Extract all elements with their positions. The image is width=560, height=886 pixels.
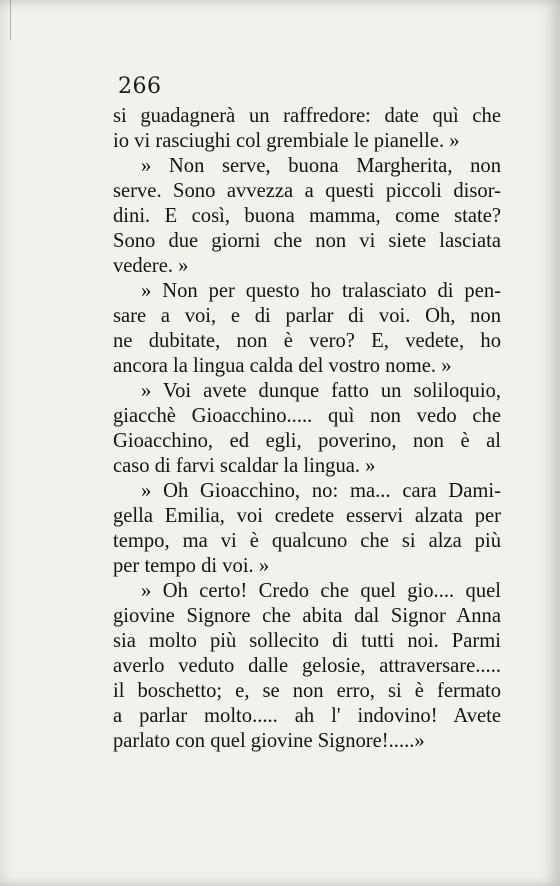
page-number: 266 <box>118 74 162 99</box>
text-line: si guadagnerà un raffredore: date quì che <box>113 105 501 127</box>
text-line: » Non per questo ho tralasciato di pen- <box>141 280 501 302</box>
text-line: il boschetto; e, se non erro, si è fermato <box>113 680 501 702</box>
text-line: io vi rasciughi col grembiale le pianelle. » <box>113 130 460 152</box>
text-line: a parlar molto..... ah l' indovino! Avete <box>113 705 501 727</box>
text-line: Sono due giorni che non vi siete lasciata <box>113 230 501 252</box>
text-line: » Oh Gioacchino, no: ma... cara Dami- <box>141 480 501 502</box>
text-line: ancora la lingua calda del vostro nome. » <box>113 355 452 377</box>
text-line: averlo veduto dalle gelosie, attraversare..... <box>113 655 501 677</box>
text-line: giovine Signore che abita dal Signor Anna <box>113 605 501 627</box>
text-line: » Voi avete dunque fatto un soliloquio, <box>141 380 501 402</box>
text-line: vedere. » <box>113 255 189 277</box>
text-line: » Non serve, buona Margherita, non <box>141 155 501 177</box>
text-line: Gioacchino, ed egli, poverino, non è al <box>113 430 501 452</box>
body-text <box>113 104 501 754</box>
text-line: sare a voi, e di parlar di voi. Oh, non <box>113 305 501 327</box>
text-line: sia molto più sollecito di tutti noi. Parmi <box>113 630 501 652</box>
text-line: serve. Sono avvezza a questi piccoli disor- <box>113 180 501 202</box>
text-line: per tempo di voi. » <box>113 555 270 577</box>
text-line: » Oh certo! Credo che quel gio.... quel <box>141 580 501 602</box>
text-line: tempo, ma vi è qualcuno che si alza più <box>113 530 501 552</box>
text-line: gella Emilia, voi credete esservi alzata per <box>113 505 501 527</box>
text-line: dini. E così, buona mamma, come state? <box>113 205 501 227</box>
text-line: caso di farvi scaldar la lingua. » <box>113 455 376 477</box>
text-line: giacchè Gioacchino..... quì non vedo che <box>113 405 501 427</box>
text-line: ne dubitate, non è vero? E, vedete, ho <box>113 330 501 352</box>
page-edge <box>0 0 11 40</box>
text-line: parlato con quel giovine Signore!.....» <box>113 730 425 752</box>
